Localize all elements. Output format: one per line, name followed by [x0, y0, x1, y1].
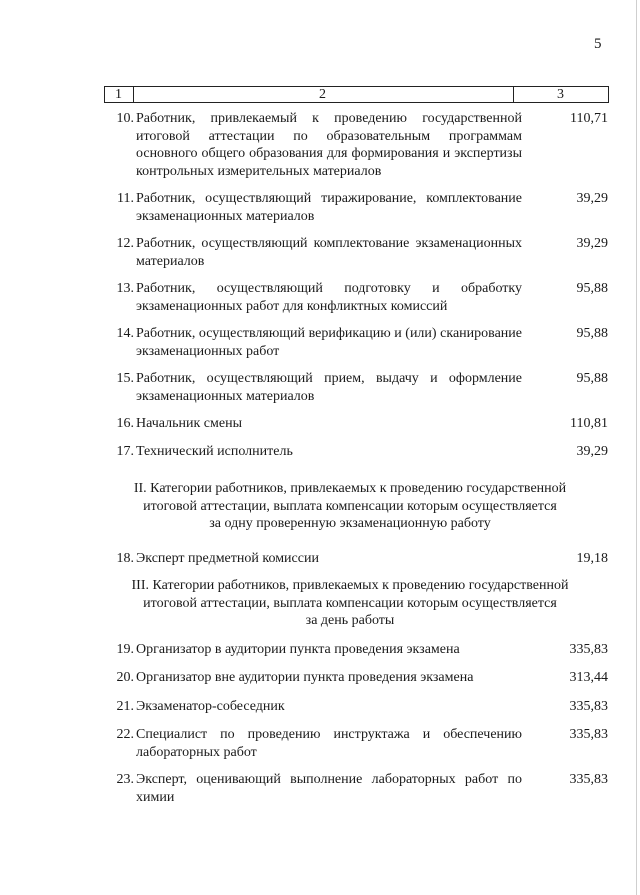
column-divider	[133, 87, 134, 102]
row-text: Эксперт, оценивающий выполнение лабораторных работ по химии	[136, 772, 522, 805]
column-header-2: 2	[319, 87, 326, 102]
row-value: 110,71	[570, 111, 608, 126]
row-value: 313,44	[569, 670, 608, 685]
row-number: 22.	[116, 727, 134, 742]
row-number: 14.	[116, 326, 134, 341]
row-number: 21.	[116, 699, 134, 714]
section-heading-line: итоговой аттестации, выплата компенсации которым осуществляется	[143, 595, 557, 611]
row-text: Работник, осуществляющий верификацию и (или) сканирование экзаменационных работ	[136, 326, 522, 359]
column-header-1: 1	[115, 87, 122, 102]
row-number: 23.	[116, 772, 134, 787]
row-value: 39,29	[576, 191, 608, 206]
section-heading-line: за одну проверенную экзаменационную работу	[209, 516, 491, 532]
row-value: 335,83	[569, 699, 608, 714]
section-heading-line: II. Категории работников, привлекаемых к проведению государственной	[133, 481, 567, 496]
row-number: 17.	[116, 444, 134, 459]
row-value: 335,83	[569, 642, 608, 657]
row-text: Работник, осуществляющий тиражирование, комплектование экзаменационных материалов	[136, 191, 522, 224]
section-heading	[110, 577, 590, 630]
section-heading-line: III. Категории работников, привлекаемых к проведению государственной	[131, 578, 569, 593]
row-value: 335,83	[569, 772, 608, 787]
row-number: 11.	[117, 191, 134, 206]
row-value: 39,29	[576, 444, 608, 459]
row-text: Технический исполнитель	[136, 444, 293, 459]
page-number: 5	[594, 36, 602, 52]
row-number: 16.	[116, 416, 134, 431]
column-header-row	[104, 86, 609, 103]
row-text: Эксперт предметной комиссии	[136, 551, 319, 566]
row-number: 19.	[116, 642, 134, 657]
row-value: 95,88	[576, 281, 608, 296]
row-number: 15.	[116, 371, 134, 386]
row-number: 13.	[116, 281, 134, 296]
row-value: 335,83	[569, 727, 608, 742]
section-heading-line: за день работы	[305, 613, 395, 629]
row-text: Специалист по проведению инструктажа и обеспечению лабораторных работ	[136, 727, 522, 760]
row-value: 110,81	[570, 416, 608, 431]
row-text: Работник, осуществляющий прием, выдачу и оформление экзаменационных материалов	[136, 371, 522, 404]
page-edge	[636, 0, 637, 895]
row-number: 18.	[116, 551, 134, 566]
row-value: 95,88	[576, 371, 608, 386]
row-value: 39,29	[576, 236, 608, 251]
row-text: Начальник смены	[136, 416, 242, 431]
section-heading	[110, 480, 590, 533]
row-text: Экзаменатор-собеседник	[136, 699, 285, 714]
section-heading-line: итоговой аттестации, выплата компенсации которым осуществляется	[143, 498, 557, 514]
row-number: 12.	[116, 236, 134, 251]
row-number: 20.	[116, 670, 134, 685]
row-text: Организатор в аудитории пункта проведения экзамена	[136, 642, 460, 657]
column-divider	[513, 87, 514, 102]
row-number: 10.	[116, 111, 134, 126]
row-value: 19,18	[576, 551, 608, 566]
row-text: Работник, осуществляющий комплектование экзаменационных материалов	[136, 236, 522, 269]
row-value: 95,88	[576, 326, 608, 341]
row-text: Работник, осуществляющий подготовку и обработку экзаменационных работ для конфликтных комиссий	[136, 281, 522, 314]
column-header-3: 3	[557, 87, 564, 102]
row-text: Организатор вне аудитории пункта проведения экзамена	[136, 670, 474, 685]
row-text: Работник, привлекаемый к проведению государственной итоговой аттестации по образовательным программам основного общего образования для формирования и экспертизы контрольных измерительных материалов	[136, 111, 522, 179]
